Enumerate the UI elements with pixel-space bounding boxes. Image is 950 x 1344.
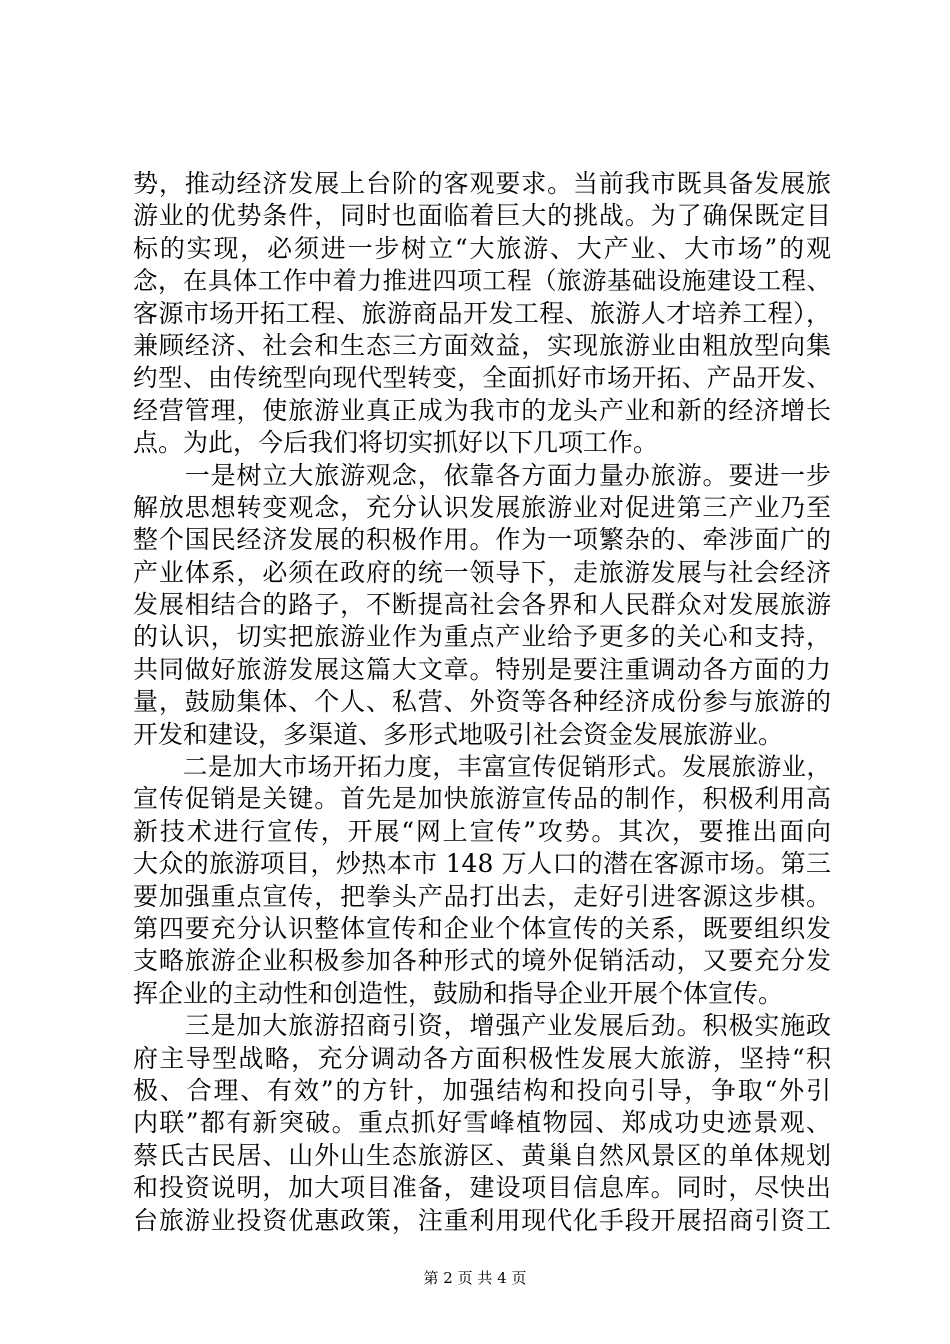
page-footer: 第 2 页 共 4 页	[423, 1269, 527, 1287]
text-line: 共同做好旅游发展这篇大文章。特别是要注重调动各方面的力	[133, 654, 831, 684]
text-line: 标的实现，必须进一步树立“大旅游、大产业、大市场”的观	[133, 233, 831, 263]
text-line: 宣传促销是关键。首先是加快旅游宣传品的制作，积极利用高	[133, 784, 831, 814]
text-line: 内联”都有新突破。重点抓好雪峰植物园、郑成功史迹景观、	[133, 1108, 831, 1138]
document-body	[133, 168, 831, 1237]
text-line: 支略旅游企业积极参加各种形式的境外促销活动，又要充分发	[133, 946, 831, 976]
text-line: 客源市场开拓工程、旅游商品开发工程、旅游人才培养工程），	[133, 298, 831, 328]
text-line: 一是树立大旅游观念，依靠各方面力量办旅游。要进一步	[133, 460, 831, 490]
text-line: 大众的旅游项目，炒热本市 148 万人口的潜在客源市场。第三	[133, 849, 831, 879]
text-line: 挥企业的主动性和创造性，鼓励和指导企业开展个体宣传。	[133, 978, 784, 1008]
text-line: 发展相结合的路子，不断提高社会各界和人民群众对发展旅游	[133, 590, 831, 620]
text-line: 蔡氏古民居、山外山生态旅游区、黄巢自然风景区的单体规划	[133, 1140, 831, 1170]
text-line: 三是加大旅游招商引资，增强产业发展后劲。积极实施政	[133, 1011, 831, 1041]
text-line: 二是加大市场开拓力度，丰富宣传促销形式。发展旅游业，	[133, 752, 831, 782]
text-line: 量，鼓励集体、个人、私营、外资等各种经济成份参与旅游的	[133, 687, 831, 717]
text-line: 和投资说明，加大项目准备，建设项目信息库。同时，尽快出	[133, 1173, 831, 1203]
text-line: 府主导型战略，充分调动各方面积极性发展大旅游，坚持“积	[133, 1043, 831, 1073]
text-line: 点。为此，今后我们将切实抓好以下几项工作。	[133, 428, 659, 458]
text-line: 极、合理、有效”的方针，加强结构和投向引导，争取“外引	[133, 1075, 831, 1105]
text-line: 产业体系，必须在政府的统一领导下，走旅游发展与社会经济	[133, 557, 831, 587]
text-line: 游业的优势条件，同时也面临着巨大的挑战。为了确保既定目	[133, 201, 831, 231]
text-line: 念，在具体工作中着力推进四项工程（旅游基础设施建设工程、	[133, 266, 831, 296]
text-line: 势，推动经济发展上台阶的客观要求。当前我市既具备发展旅	[133, 169, 831, 198]
text-line: 约型、由传统型向现代型转变，全面抓好市场开拓、产品开发、	[133, 363, 831, 393]
text-line: 的认识，切实把旅游业作为重点产业给予更多的关心和支持，	[133, 622, 831, 652]
text-line: 兼顾经济、社会和生态三方面效益，实现旅游业由粗放型向集	[133, 330, 831, 360]
text-line: 第四要充分认识整体宣传和企业个体宣传的关系，既要组织发	[133, 913, 831, 943]
text-line: 开发和建设，多渠道、多形式地吸引社会资金发展旅游业。	[133, 719, 784, 749]
text-line: 台旅游业投资优惠政策，注重利用现代化手段开展招商引资工	[133, 1205, 831, 1235]
text-line: 要加强重点宣传，把拳头产品打出去，走好引进客源这步棋。	[133, 881, 831, 911]
text-line: 解放思想转变观念，充分认识发展旅游业对促进第三产业乃至	[133, 492, 831, 522]
text-line: 整个国民经济发展的积极作用。作为一项繁杂的、牵涉面广的	[133, 525, 831, 555]
text-line: 经营管理，使旅游业真正成为我市的龙头产业和新的经济增长	[133, 395, 831, 425]
text-line: 新技术进行宣传，开展“网上宣传”攻势。其次，要推出面向	[133, 816, 831, 846]
